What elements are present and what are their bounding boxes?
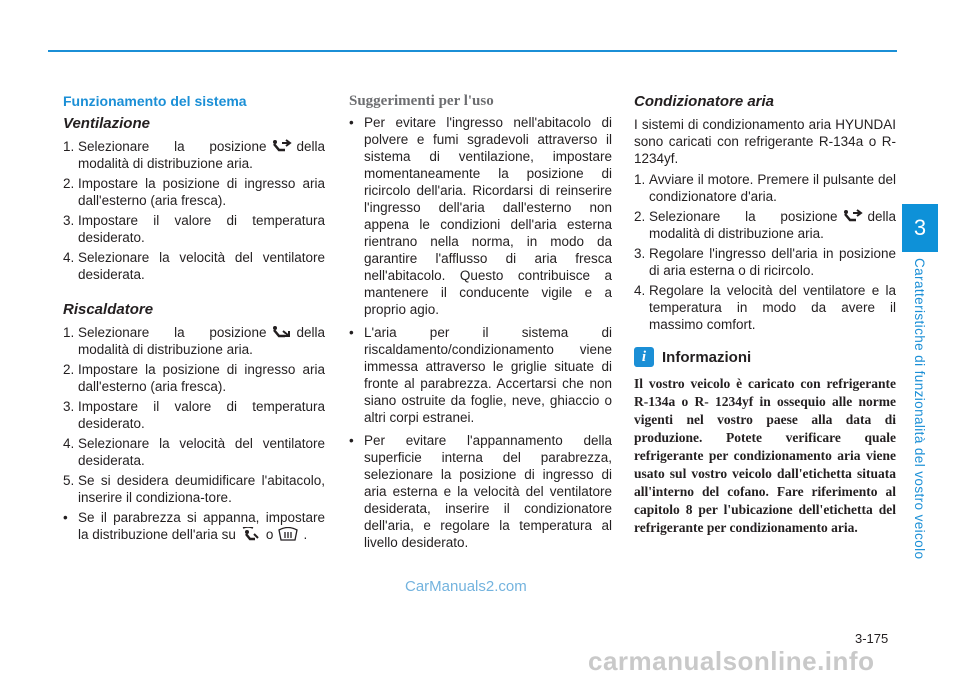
list-item: 5. Se si desidera deumidificare l'abitacolo, inserire il condiziona-tore. xyxy=(63,473,325,505)
list-item: 4. Selezionare la velocità del ventilatore desiderata. xyxy=(63,436,325,468)
subsection-title-riscaldatore: Riscaldatore xyxy=(63,301,154,318)
tips-list xyxy=(349,114,612,551)
tips-title: Suggerimenti per l'uso xyxy=(349,93,494,109)
list-item: • Per evitare l'appannamento della superficie interna del parabrezza, selezionare la posizione di ingresso di aria esterna e la velocità del ventilatore desiderata, inserire il condizionatore dell'aria, e regolare la temperatura al livello desiderato. xyxy=(349,433,612,550)
chapter-number: 3 xyxy=(913,215,927,240)
chapter-title-vertical: Caratteristiche di funzionalità del vostro veicolo xyxy=(912,258,927,560)
list-item: 4. Regolare la velocità del ventilatore e la temperatura in modo da avere il massimo comfort. xyxy=(634,283,896,332)
list-item: 1. Avviare il motore. Premere il pulsante del condizionatore d'aria. xyxy=(634,172,896,204)
info-title: Informazioni xyxy=(662,348,752,366)
list-item: • Se il parabrezza si appanna, impostare la distribuzione dell'aria su o . xyxy=(63,510,325,542)
condizionatore-steps xyxy=(634,171,896,333)
column-3 xyxy=(634,93,896,537)
floor-vent-icon xyxy=(270,325,292,339)
list-item: 3. Regolare l'ingresso dell'aria in posizione di aria esterna o di ricircolo. xyxy=(634,246,896,278)
defrost-icon xyxy=(277,527,299,541)
intro-paragraph: I sistemi di condizionamento aria HYUNDAI sono caricati con refrigerante R-134a o R-1234yf. xyxy=(634,117,896,166)
info-body: Il vostro veicolo è caricato con refrigerante R-134a o R- 1234yf in ossequio alle norme vigenti nel vostro paese alla data di produzione. Potete verificare quale refrigerante per condizionamento aria viene usato sul vostro veicolo dall'etichetta situata all'interno del cofano. Fare riferimento al capitolo 8 per l'ubicazione dell'etichetta del refrigerante per condizionamento aria. xyxy=(634,376,896,535)
chapter-tab xyxy=(902,204,938,252)
list-item: 1. Selezionare la posizione della modalità di distribuzione aria. xyxy=(63,325,325,357)
top-rule xyxy=(48,50,897,52)
watermark-small[interactable]: CarManuals2.com xyxy=(405,578,527,595)
face-vent-icon xyxy=(270,139,292,153)
riscaldatore-steps xyxy=(63,324,325,506)
info-icon: i xyxy=(634,347,654,367)
column-2 xyxy=(349,93,612,557)
section-title: Funzionamento del sistema xyxy=(63,93,247,109)
list-item: 3. Impostare il valore di temperatura desiderato. xyxy=(63,213,325,245)
subsection-title-ventilazione: Ventilazione xyxy=(63,115,150,132)
list-item: • L'aria per il sistema di riscaldamento/condizionamento viene immessa attraverso le griglie situate di fronte al parabrezza. Accertarsi che non siano ostruite da foglie, neve, ghiaccio o altri corpi estranei. xyxy=(349,325,612,425)
list-item: 2. Impostare la posizione di ingresso aria dall'esterno (aria fresca). xyxy=(63,362,325,394)
list-item: 2. Impostare la posizione di ingresso aria dall'esterno (aria fresca). xyxy=(63,176,325,208)
subsection-title-condizionatore: Condizionatore aria xyxy=(634,93,775,110)
page-number: 3-175 xyxy=(855,631,889,646)
column-1 xyxy=(63,93,325,549)
riscaldatore-bullets xyxy=(63,509,325,543)
list-item: • Per evitare l'ingresso nell'abitacolo di polvere e fumi sgradevoli attraverso il sistema di ventilazione, impostare momentaneamente la posizione di ricircolo dell'aria. Ricordarsi di reinserire l'ingresso dell'aria dall'esterno non appena le condizioni dell'aria esterna rientrano nella norma, in modo da garantire l'afflusso di aria fresca nell'abitacolo. Questo contribuisce a mantenere il conducente vigile e a proprio agio. xyxy=(349,115,612,317)
list-item: 3. Impostare il valore di temperatura desiderato. xyxy=(63,399,325,431)
ventilazione-steps xyxy=(63,138,325,283)
face-vent-icon xyxy=(841,209,863,223)
info-header xyxy=(634,347,896,367)
list-item: 1. Selezionare la posizione della modalità di distribuzione aria. xyxy=(63,139,325,171)
floor-defrost-icon xyxy=(240,527,262,541)
list-item: 4. Selezionare la velocità del ventilatore desiderata. xyxy=(63,250,325,282)
list-item: 2. Selezionare la posizione della modalità di distribuzione aria. xyxy=(634,209,896,241)
watermark-large[interactable]: carmanualsonline.info xyxy=(588,646,875,676)
